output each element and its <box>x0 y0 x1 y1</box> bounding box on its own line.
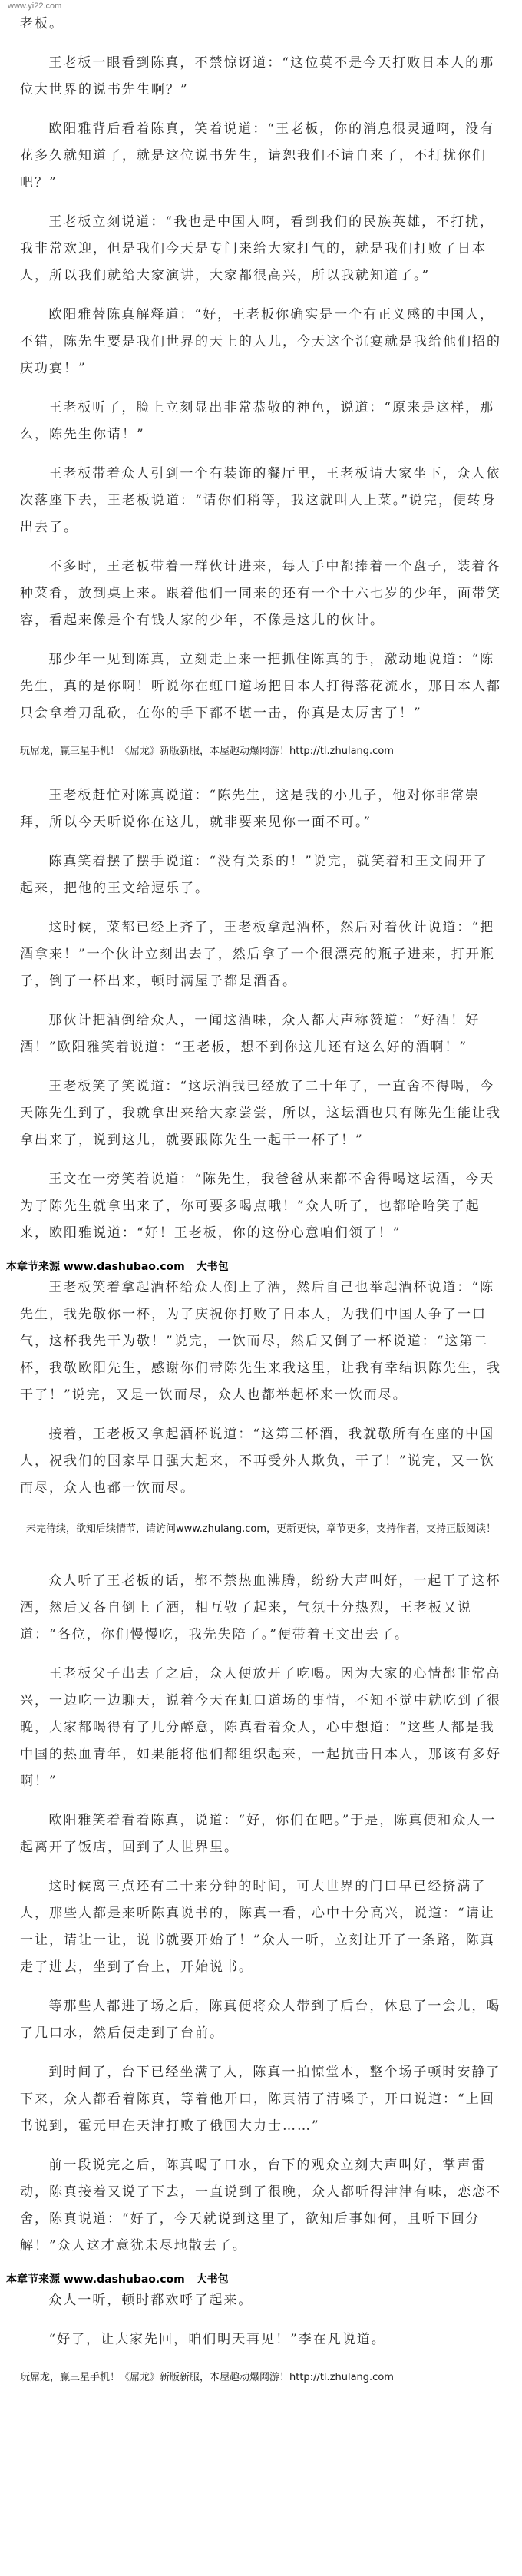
continue-reading-notice[interactable]: 未完待续，欲知后续情节，请访问www.zhulang.com，更新更快，章节更多，支持作者，支持正版阅读！ <box>25 1523 497 1535</box>
promo-link-top[interactable]: 玩屌龙，赢三星手机！《屌龙》新版新服，本屋趣动爆网游！http://tl.zhulang.com <box>20 746 394 757</box>
chapter-source <box>6 2272 502 2287</box>
paragraph: 众人一听，顿时都欢呼了起来。 <box>48 2293 253 2308</box>
paragraph: 那少年一见到陈真，立刻走上来一把抓住陈真的手，激动地说道：“陈先生，真的是你啊！听说你在虹口道场把日本人打得落花流水，那日本人都只会拿着刀乱砍，在你的手下都不堪一击，你真是太厉害了！” <box>20 652 501 721</box>
paragraph: 等那些人都进了场之后，陈真便将众人带到了后台，休息了一会儿，喝了几口水，然后便走到了台前。 <box>20 1999 501 2041</box>
paragraph: 王文在一旁笑着说道：“陈先生，我爸爸从来都不舍得喝这坛酒，今天为了陈先生就拿出来了，你可要多喝点哦！”众人听了，也都哈哈笑了起来，欧阳雅说道：“好！王老板，你的这份心意咱们领了！” <box>20 1172 495 1241</box>
paragraph: 王老板笑了笑说道：“这坛酒我已经放了二十年了，一直舍不得喝，今天陈先生到了，我就拿出来给大家尝尝，所以，这坛酒也只有陈先生能让我拿出来了，说到这儿，就要跟陈先生一起干一杯了！” <box>20 1079 501 1148</box>
site-watermark: www.yi22.com <box>8 2 62 11</box>
paragraph: 前一段说完之后，陈真喝了口水，台下的观众立刻大声叫好，掌声雷动，陈真接着又说了下去，一直说到了很晚，众人都听得津津有味，恋恋不舍，陈真说道：“好了，今天就说到这里了，欲知后事如何，且听下回分解！”众人这才意犹未尽地散去了。 <box>20 2158 501 2254</box>
paragraph: 那伙计把酒倒给众人，一闻这酒味，众人都大声称赞道：“好酒！好酒！”欧阳雅笑着说道：“王老板，想不到你这儿还有这么好的酒啊！” <box>20 1013 481 1055</box>
paragraph: 欧阳雅替陈真解释道：“好，王老板你确实是一个有正义感的中国人，不错，陈先生要是我们世界的天上的人儿，今天这个沉宴就是我给他们招的庆功宴！” <box>20 307 501 376</box>
paragraph: 欧阳雅笑着看着陈真，说道：“好，你们在吧。”于是，陈真便和众人一起离开了饭店，回到了大世界里。 <box>20 1813 497 1855</box>
paragraph: 王老板赶忙对陈真说道：“陈先生，这是我的小儿子，他对你非常崇拜，所以今天听说你在这儿，就非要来见你一面不可。” <box>20 788 481 830</box>
source-name: 大书包 <box>196 2273 229 2286</box>
source-label: 本章节来源 <box>6 2273 60 2286</box>
paragraph: 到时间了，台下已经坐满了人，陈真一拍惊堂木，整个场子顿时安静了下来，众人都看着陈真，等着他开口，陈真清了清嗓子，开口说道：“上回书说到，霍元甲在天津打败了俄国大力士……” <box>20 2065 501 2134</box>
source-url[interactable]: www.dashubao.com <box>63 1261 185 1273</box>
promo-link-bottom[interactable]: 玩屌龙，赢三星手机！《屌龙》新版新服，本屋趣动爆网游！http://tl.zhulang.com <box>20 2372 394 2383</box>
paragraph: “好了，让大家先回，咱们明天再见！”李在凡说道。 <box>48 2332 386 2347</box>
paragraph: 众人听了王老板的话，都不禁热血沸腾，纷纷大声叫好，一起干了这杯酒，然后又各自倒上了酒，相互敬了起来，气氛十分热烈，王老板又说道：“各位，你们慢慢吃，我先失陪了。”便带着王文出去了。 <box>20 1573 501 1642</box>
source-name: 大书包 <box>196 1261 229 1273</box>
source-label: 本章节来源 <box>6 1261 60 1273</box>
paragraph: 王老板听了，脸上立刻显出非常恭敬的神色，说道：“原来是这样，那么，陈先生你请！” <box>20 400 495 442</box>
paragraph: 王老板一眼看到陈真，不禁惊讶道：“这位莫不是今天打败日本人的那位大世界的说书先生啊？” <box>20 55 495 98</box>
paragraph: 王老板父子出去了之后，众人便放开了吃喝。因为大家的心情都非常高兴，一边吃一边聊天，说着今天在虹口道场的事情，不知不觉中就吃到了很晚，大家都喝得有了几分醉意，陈真看着众人，心中想道：“这些人都是我中国的热血青年，如果能将他们都组织起来，一起抗击日本人，那该有多好啊！” <box>20 1666 501 1789</box>
paragraph: 王老板带着众人引到一个有装饰的餐厅里，王老板请大家坐下，众人依次落座下去，王老板说道：“请你们稍等，我这就叫人上菜。”说完，便转身出去了。 <box>20 466 501 535</box>
paragraph: 陈真笑着摆了摆手说道：“没有关系的！”说完，就笑着和王文闹开了起来，把他的王文给逗乐了。 <box>20 854 488 896</box>
paragraph: 接着，王老板又拿起酒杯说道：“这第三杯酒，我就敬所有在座的中国人，祝我们的国家早日强大起来，不再受外人欺负，干了！”说完，又一饮而尽，众人也都一饮而尽。 <box>20 1427 495 1496</box>
paragraph: 老板。 <box>20 16 64 31</box>
paragraph: 这时候离三点还有二十来分钟的时间，可大世界的门口早已经挤满了人，那些人都是来听陈真说书的，陈真一看，心中十分高兴，说道：“请让一让，请让一让，说书就要开始了！”众人一听，立刻让开了一条路，陈真走了进去，坐到了台上，开始说书。 <box>20 1879 495 1975</box>
paragraph: 这时候，菜都已经上齐了，王老板拿起酒杯，然后对着伙计说道：“把酒拿来！”一个伙计立刻出去了，然后拿了一个很漂亮的瓶子进来，打开瓶子，倒了一杯出来，顿时满屋子都是酒香。 <box>20 920 495 989</box>
paragraph: 王老板笑着拿起酒杯给众人倒上了酒，然后自己也举起酒杯说道：“陈先生，我先敬你一杯，为了庆祝你打败了日本人，为我们中国人争了一口气，这杯我先干为敬！”说完，一饮而尽，然后又倒了一杯说道：“这第二杯，我敬欧阳先生，感谢你们带陈先生来我这里，让我有幸结识陈先生，我干了！”说完，又是一饮而尽，众人也都举起杯来一饮而尽。 <box>20 1280 501 1403</box>
chapter-source <box>6 1259 502 1275</box>
chapter-content <box>6 11 502 2409</box>
source-url[interactable]: www.dashubao.com <box>63 2273 185 2286</box>
paragraph: 欧阳雅背后看着陈真，笑着说道：“王老板，你的消息很灵通啊，没有花多久就知道了，就是这位说书先生，请恕我们不请自来了，不打扰你们吧？” <box>20 121 495 190</box>
paragraph: 不多时，王老板带着一群伙计进来，每人手中都捧着一个盘子，装着各种菜肴，放到桌上来。跟着他们一同来的还有一个十六七岁的少年，面带笑容，看起来像是个有钱人家的少年，不像是这儿的伙计。 <box>20 559 501 628</box>
paragraph: 王老板立刻说道：“我也是中国人啊，看到我们的民族英雄，不打扰，我非常欢迎，但是我们今天是专门来给大家打气的，就是我们打败了日本人，所以我们就给大家演讲，大家都很高兴，所以我就知道了。” <box>20 214 495 283</box>
